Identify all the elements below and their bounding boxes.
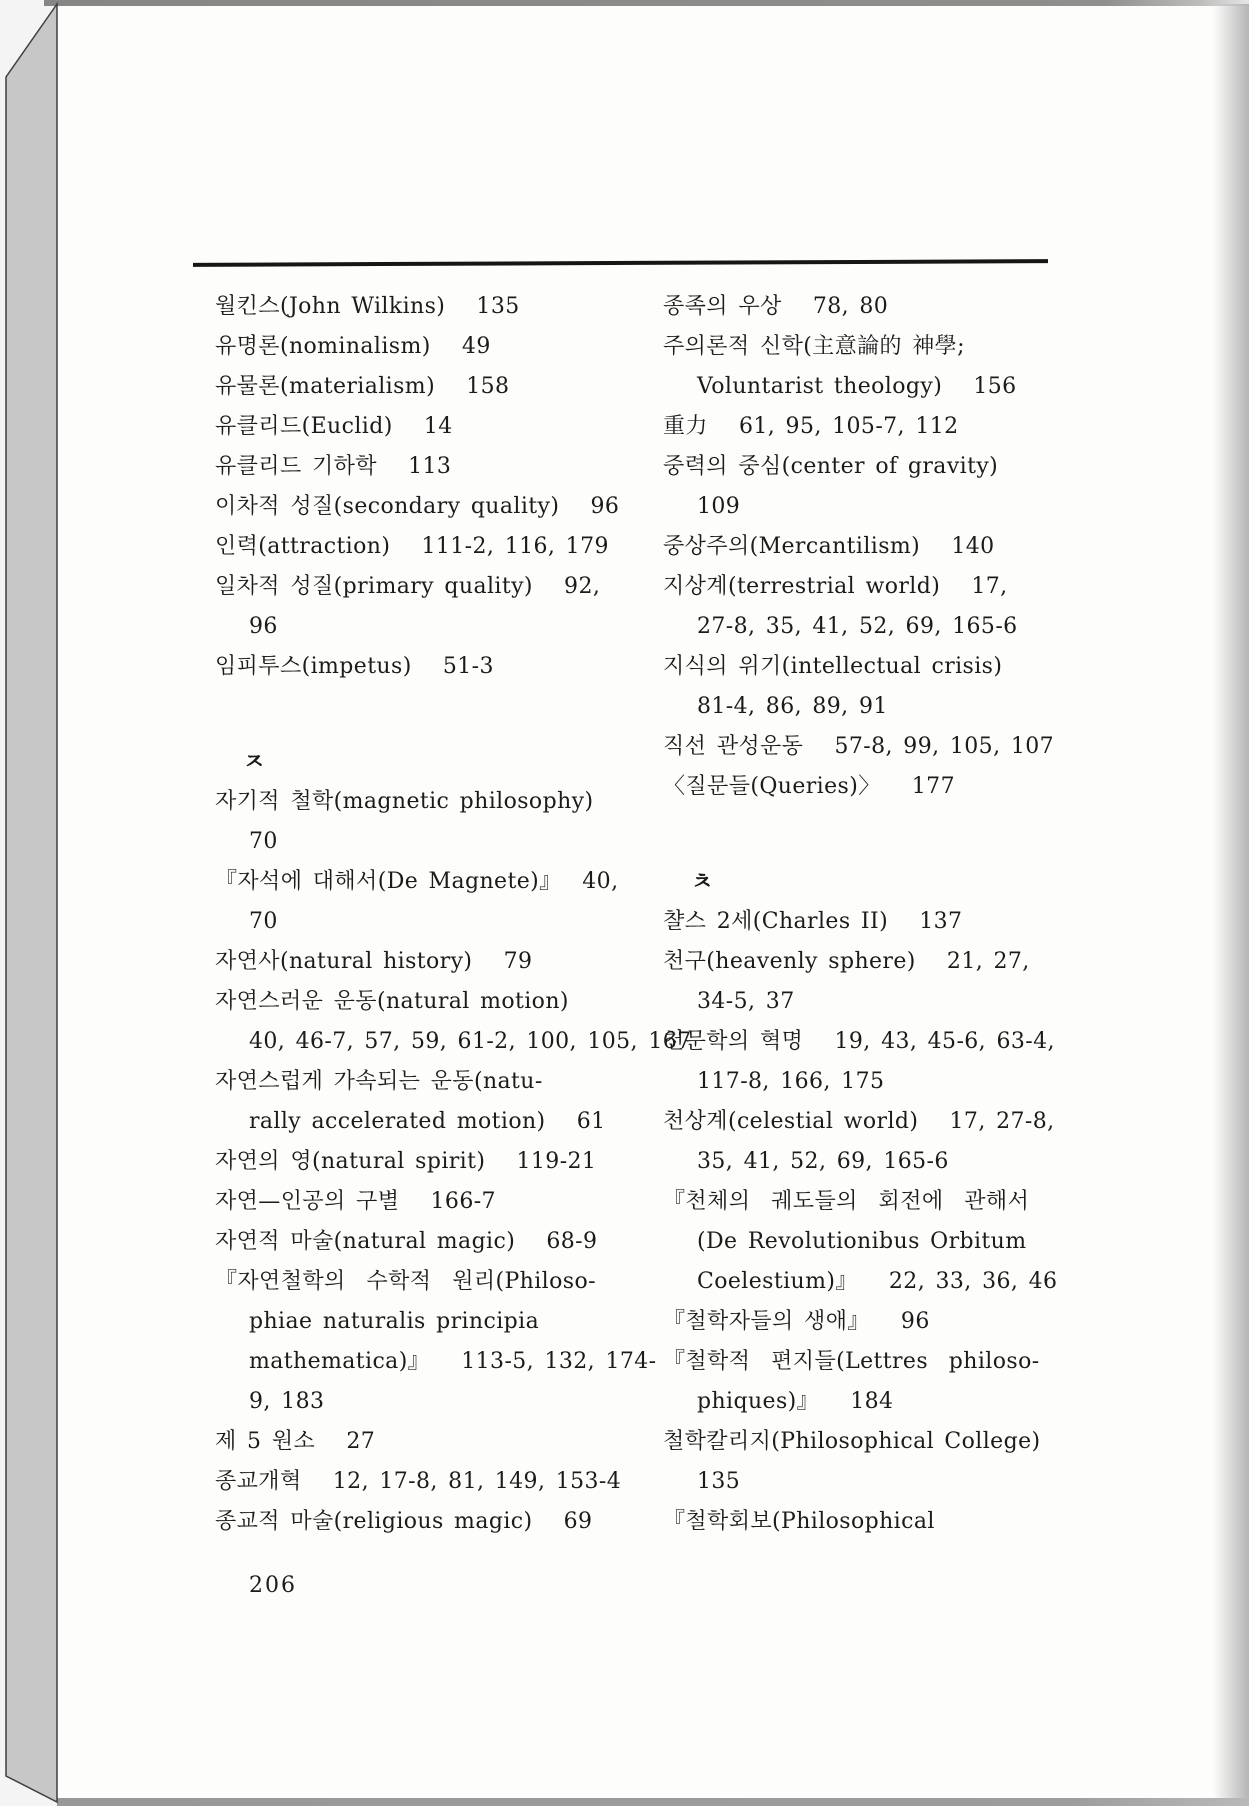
- index-entry: [663, 727, 1058, 767]
- index-column-left: [215, 287, 692, 1542]
- index-entry: [663, 527, 1058, 567]
- index-entry-line: 117-8, 166, 175: [697, 1069, 885, 1094]
- page-bottom-edge: [57, 1798, 1249, 1806]
- index-entry: [215, 447, 600, 487]
- index-entry-line: 지식의 위기(intellectual crisis): [663, 654, 1003, 679]
- index-entry: [663, 1342, 1058, 1422]
- index-entry-line: 이차적 성질(secondary quality) 96: [215, 494, 620, 519]
- index-entry-line: 135: [697, 1469, 741, 1494]
- index-entry-line: 제 5 원소 27: [215, 1429, 376, 1454]
- index-entry-line: 자기적 철학(magnetic philosophy): [215, 789, 594, 814]
- index-entry: [215, 782, 600, 862]
- index-entry-line: Voluntarist theology) 156: [697, 374, 1017, 399]
- index-entry-line: 유클리드 기하학 113: [215, 454, 452, 479]
- index-entry-line: 일차적 성질(primary quality) 92,: [215, 574, 601, 599]
- page-top-edge: [44, 0, 1249, 6]
- index-entry-line: mathematica)』 113-5, 132, 174-: [249, 1349, 657, 1374]
- page-number: 206: [249, 1573, 297, 1598]
- index-entry-line: phiae naturalis principia: [249, 1309, 540, 1334]
- index-entry: [215, 407, 600, 447]
- index-entry-line: 철학칼리지(Philosophical College): [663, 1429, 1041, 1454]
- index-entry: [663, 287, 1058, 327]
- index-entry-line: 9, 183: [249, 1389, 325, 1414]
- index-entry: [663, 1182, 1058, 1302]
- index-entry: [215, 487, 620, 527]
- index-entry-line: 자연적 마술(natural magic) 68-9: [215, 1229, 598, 1254]
- index-entry-line: 자연—인공의 구별 166-7: [215, 1189, 496, 1214]
- index-entry-line: 『자연철학의 수학적 원리(Philoso-: [215, 1269, 596, 1294]
- index-entry-line: 35, 41, 52, 69, 165-6: [697, 1149, 949, 1174]
- index-entry-line: 주의론적 신학(主意論的 神學;: [663, 334, 965, 359]
- index-entry: [215, 1422, 600, 1462]
- index-entry-line: 천문학의 혁명 19, 43, 45-6, 63-4,: [663, 1029, 1055, 1054]
- index-entry-line: 『철학회보(Philosophical: [663, 1509, 935, 1534]
- index-entry-line: 『철학자들의 생애』 96: [663, 1309, 930, 1334]
- index-entry-line: 『자석에 대해서(De Magnete)』 40,: [215, 869, 619, 894]
- index-entry-line: 중력의 중심(center of gravity): [663, 454, 999, 479]
- index-entry-line: 천상계(celestial world) 17, 27-8,: [663, 1109, 1055, 1134]
- index-column-right: [663, 287, 1058, 1542]
- index-entry: [215, 862, 619, 942]
- index-entry-line: 중상주의(Mercantilism) 140: [663, 534, 995, 559]
- index-entry: [663, 567, 1058, 647]
- index-entry: [663, 327, 1058, 407]
- index-entry: [215, 1222, 600, 1262]
- index-entry: [663, 1022, 1058, 1102]
- index-entry-line: 자연의 영(natural spirit) 119-21: [215, 1149, 597, 1174]
- index-entry-line: 70: [249, 909, 278, 934]
- index-entry-line: 종족의 우상 78, 80: [663, 294, 889, 319]
- index-entry-line: 109: [697, 494, 741, 519]
- index-entry-line: 종교개혁 12, 17-8, 81, 149, 153-4: [215, 1469, 622, 1494]
- index-entry: [663, 447, 1058, 527]
- index-entry-line: 자연스럽게 가속되는 운동(natu-: [215, 1069, 543, 1094]
- index-entry: [215, 527, 609, 567]
- index-entry: [215, 327, 600, 367]
- index-entry: [663, 1502, 1058, 1542]
- index-entry: [663, 942, 1058, 1022]
- index-entry: [663, 1302, 1058, 1342]
- index-entry: [215, 1262, 657, 1422]
- index-entry: [663, 647, 1058, 727]
- index-entry-line: (De Revolutionibus Orbitum: [697, 1229, 1027, 1254]
- index-entry: [215, 1142, 600, 1182]
- index-entry-line: 〈질문들(Queries)〉 177: [663, 774, 955, 799]
- index-entry: [215, 1062, 606, 1142]
- index-entry: [215, 647, 600, 687]
- index-entry-line: rally accelerated motion) 61: [249, 1109, 606, 1134]
- index-entry-line: 『천체의 궤도들의 회전에 관해서: [663, 1189, 1030, 1214]
- index-entry-line: 70: [249, 829, 278, 854]
- index-entry: [663, 1422, 1058, 1502]
- index-entry-line: 重力 61, 95, 105-7, 112: [663, 414, 959, 439]
- index-entry-line: phiques)』 184: [697, 1389, 894, 1414]
- index-entry: [663, 407, 1058, 447]
- index-entry-line: 유명론(nominalism) 49: [215, 334, 491, 359]
- index-section-header: ㅈ: [243, 748, 266, 775]
- index-entry-line: 81-4, 86, 89, 91: [697, 694, 888, 719]
- index-entry-line: Coelestium)』 22, 33, 36, 46: [697, 1269, 1058, 1294]
- index-entry: [215, 1462, 622, 1502]
- index-section-header: ㅊ: [691, 868, 714, 895]
- index-entry-line: 인력(attraction) 111-2, 116, 179: [215, 534, 609, 559]
- index-entry-line: 유클리드(Euclid) 14: [215, 414, 453, 439]
- index-entry: [215, 287, 600, 327]
- page-spine-edge: [0, 0, 70, 1806]
- index-entry-line: 자연사(natural history) 79: [215, 949, 533, 974]
- index-entry: [215, 1502, 600, 1542]
- index-entry-line: 자연스러운 운동(natural motion): [215, 989, 569, 1014]
- index-entry-line: 지상계(terrestrial world) 17,: [663, 574, 1008, 599]
- index-entry: [215, 942, 600, 982]
- index-entry: [663, 1102, 1058, 1182]
- index-entry-line: 임피투스(impetus) 51-3: [215, 654, 494, 679]
- index-entry-line: 40, 46-7, 57, 59, 61-2, 100, 105, 167: [249, 1029, 692, 1054]
- index-entry: [215, 1182, 600, 1222]
- index-entry: [215, 567, 600, 647]
- index-entry-line: 천구(heavenly sphere) 21, 27,: [663, 949, 1030, 974]
- index-entry-line: 『철학적 편지들(Lettres philoso-: [663, 1349, 1040, 1374]
- index-entry-line: 34-5, 37: [697, 989, 795, 1014]
- index-entry-line: 유물론(materialism) 158: [215, 374, 510, 399]
- page-right-shadow: [1213, 4, 1249, 1798]
- index-entry-line: 27-8, 35, 41, 52, 69, 165-6: [697, 614, 1018, 639]
- index-entry-line: 종교적 마술(religious magic) 69: [215, 1509, 593, 1534]
- index-entry: [215, 367, 600, 407]
- index-entry-line: 월킨스(John Wilkins) 135: [215, 294, 520, 319]
- index-entry-line: 챨스 2세(Charles II) 137: [663, 909, 963, 934]
- index-entry-line: 96: [249, 614, 278, 639]
- index-entry: [663, 767, 1058, 807]
- index-entry-line: 직선 관성운동 57-8, 99, 105, 107: [663, 734, 1055, 759]
- index-entry: [215, 982, 692, 1062]
- index-entry: [663, 902, 1058, 942]
